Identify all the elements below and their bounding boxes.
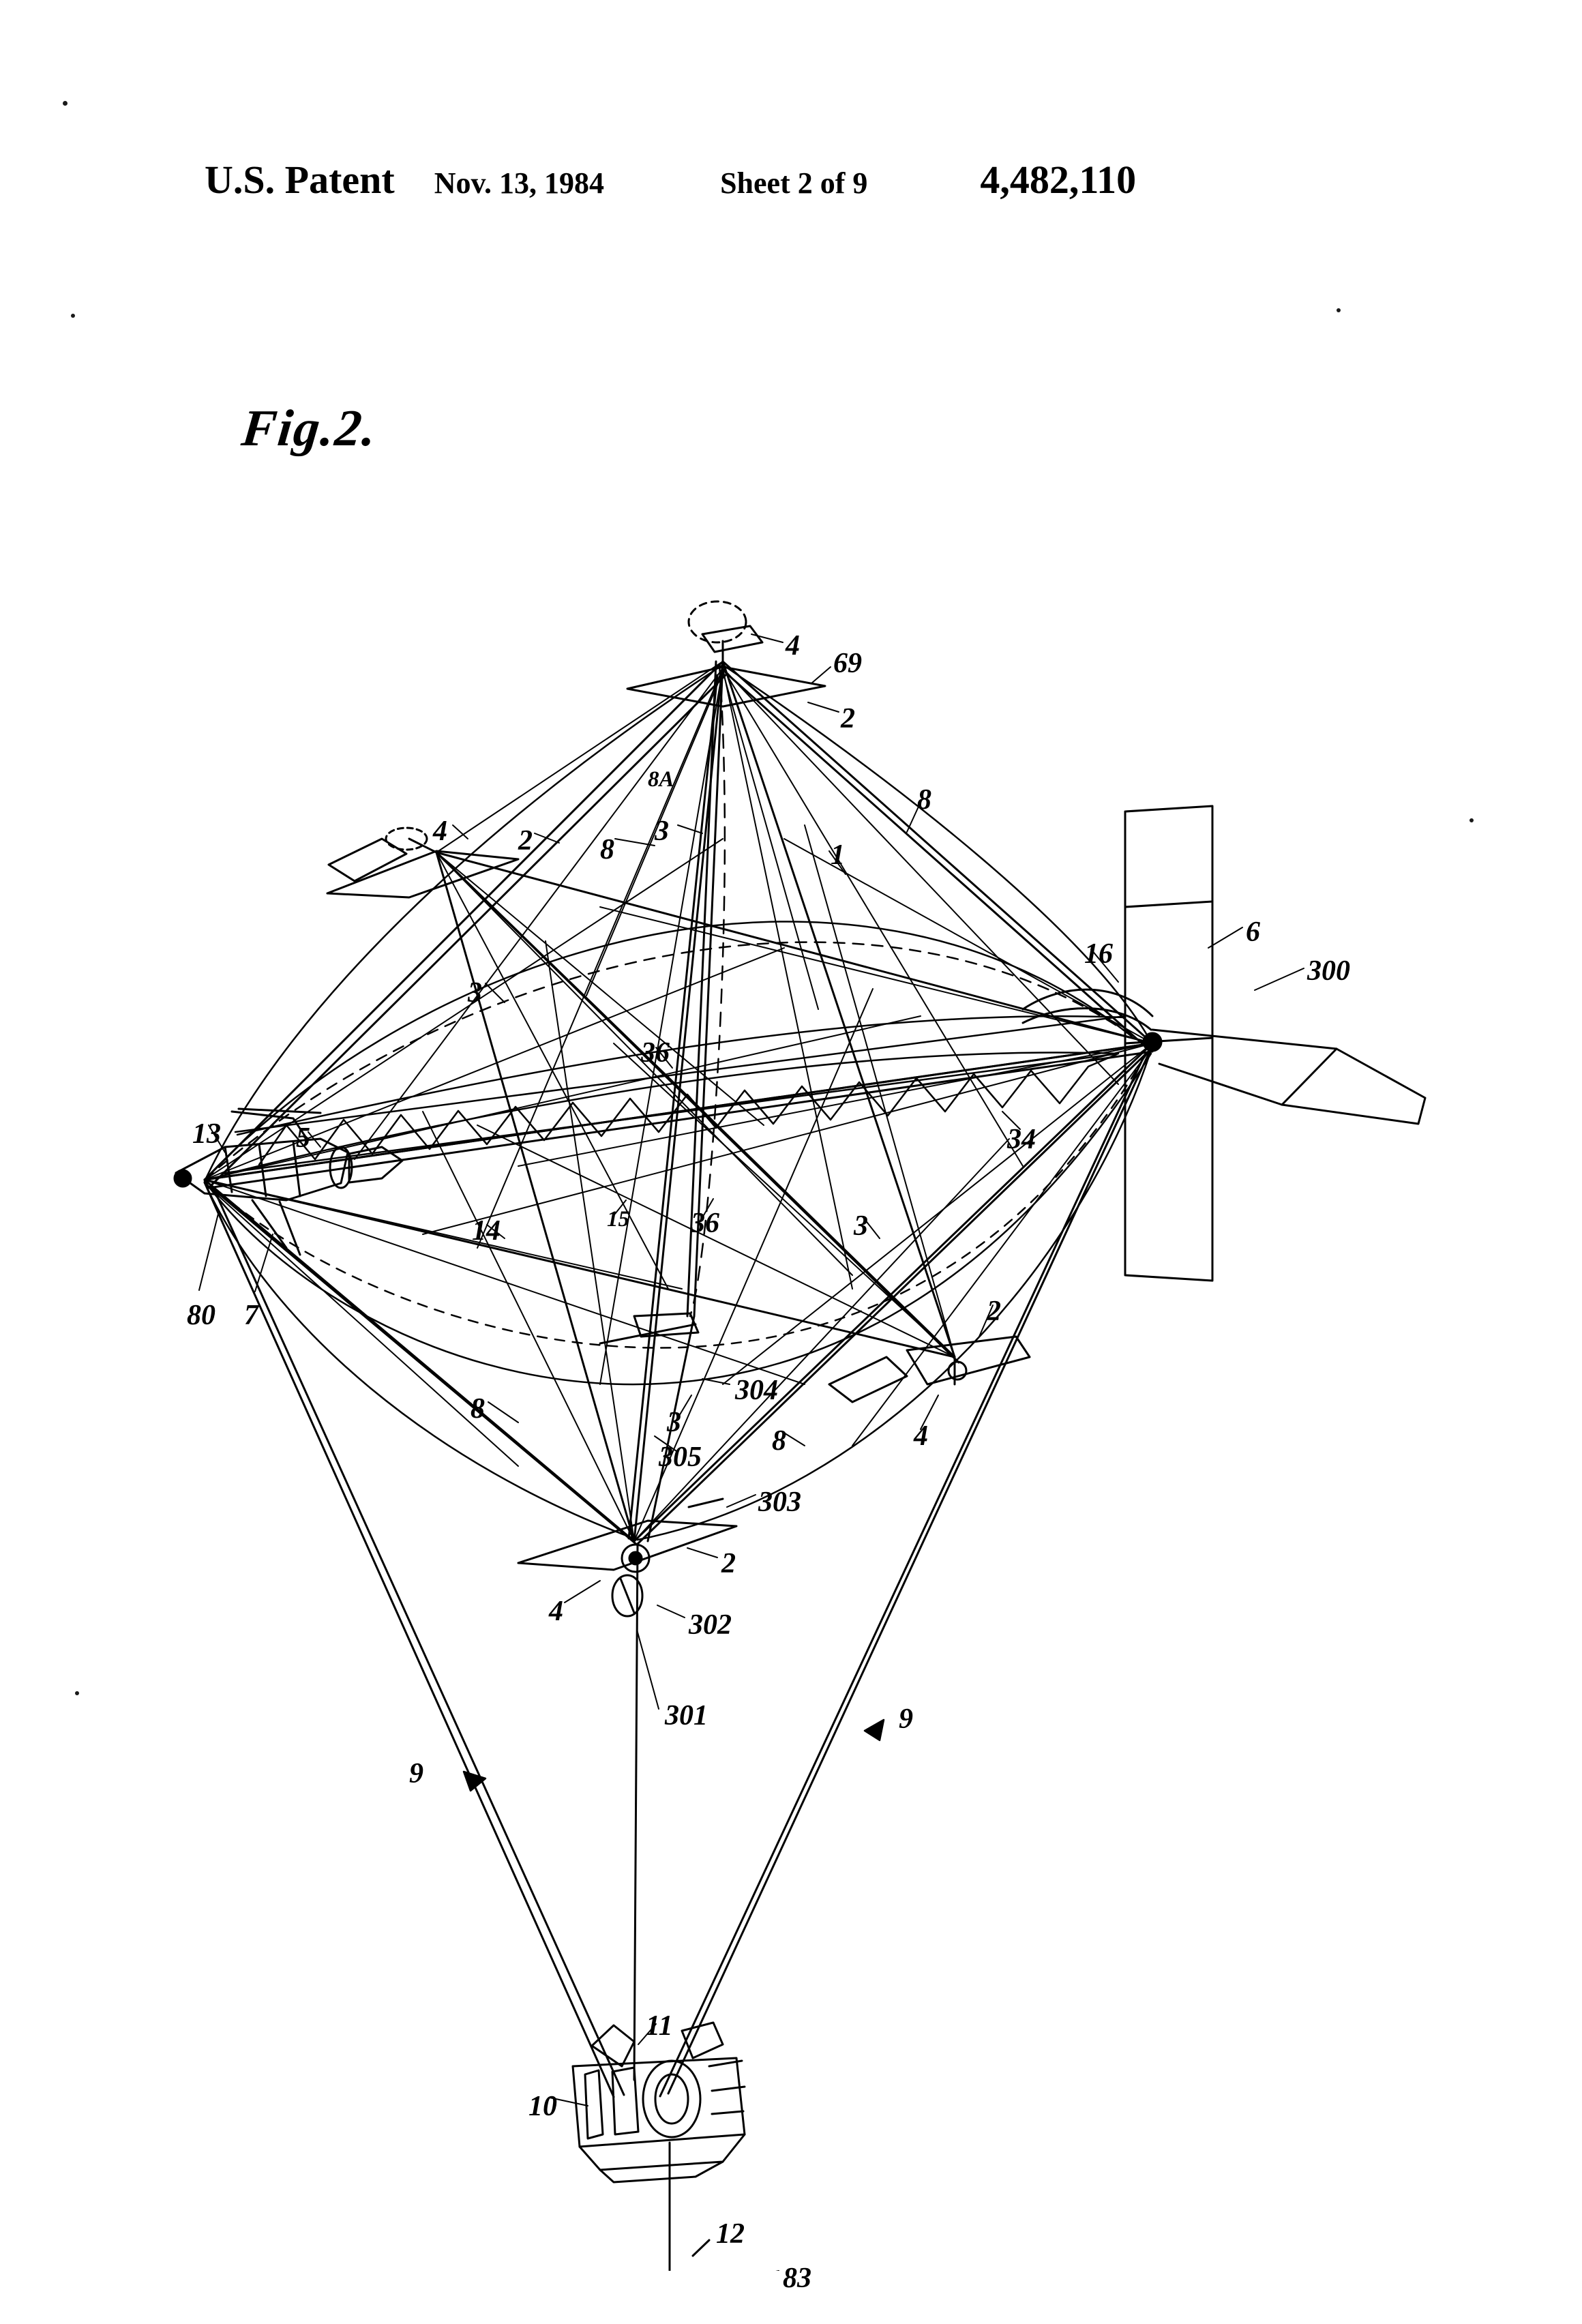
reference-numeral: 4 — [549, 1596, 563, 1627]
page-speck — [1337, 308, 1341, 312]
page-speck — [1469, 818, 1474, 822]
reference-numeral: 10 — [528, 2091, 557, 2122]
reference-numeral: 4 — [914, 1420, 928, 1452]
page-speck — [71, 314, 75, 318]
reference-numeral: 1 — [831, 839, 845, 871]
reference-numeral: 4 — [786, 630, 800, 661]
reference-numeral: 301 — [665, 1700, 708, 1731]
reference-numeral: 305 — [659, 1442, 702, 1473]
reference-numeral: 13 — [192, 1118, 221, 1150]
reference-numeral: 7 — [244, 1300, 258, 1331]
reference-numeral: 3 — [854, 1210, 868, 1242]
reference-numeral: 83 — [783, 2263, 811, 2294]
patent-date: Nov. 13, 1984 — [434, 166, 605, 200]
reference-numeral: 9 — [409, 1758, 423, 1789]
reference-numeral: 34 — [1007, 1124, 1036, 1155]
reference-numeral: 6 — [1246, 917, 1260, 948]
reference-numeral: 2 — [518, 825, 533, 856]
reference-numeral: 8A — [648, 767, 674, 792]
reference-numeral: 69 — [833, 648, 862, 679]
patent-number: 4,482,110 — [980, 158, 1137, 202]
reference-numeral: 4 — [433, 816, 447, 847]
reference-numeral: 14 — [472, 1215, 501, 1247]
reference-numeral: 15 — [607, 1207, 629, 1232]
sheet-number: Sheet 2 of 9 — [720, 166, 868, 200]
reference-numeral: 303 — [758, 1487, 801, 1518]
reference-numeral: 36 — [691, 1208, 719, 1239]
page-speck — [75, 1691, 79, 1695]
reference-numeral: 3 — [468, 977, 482, 1009]
patent-office-label: U.S. Patent — [205, 158, 395, 202]
figure-2 — [0, 225, 1582, 2294]
patent-header — [205, 157, 1405, 211]
reference-numeral: 8 — [471, 1393, 485, 1425]
figure-drawing — [0, 225, 1582, 2271]
reference-numeral: 8 — [600, 834, 614, 865]
reference-numeral: 11 — [646, 2010, 673, 2042]
reference-numeral: 80 — [187, 1300, 215, 1331]
reference-numeral: 304 — [735, 1375, 778, 1406]
reference-numeral: 2 — [721, 1548, 736, 1579]
reference-numeral: 3 — [667, 1407, 681, 1438]
reference-numeral: 16 — [1084, 938, 1113, 970]
reference-numeral: 8 — [772, 1425, 786, 1457]
figure-caption: Fig.2. — [239, 400, 380, 457]
reference-numeral: 9 — [899, 1703, 913, 1735]
reference-numeral: 302 — [689, 1609, 732, 1641]
reference-numeral: 8 — [917, 784, 931, 816]
reference-numeral: 12 — [716, 2218, 745, 2250]
reference-numeral: 300 — [1307, 955, 1350, 987]
reference-numeral: 36 — [641, 1037, 670, 1069]
reference-numeral: 5 — [296, 1122, 310, 1154]
page-speck — [63, 101, 68, 106]
reference-numeral: 2 — [987, 1296, 1001, 1327]
reference-numeral: 3 — [655, 816, 669, 847]
reference-numeral: 2 — [841, 703, 855, 734]
